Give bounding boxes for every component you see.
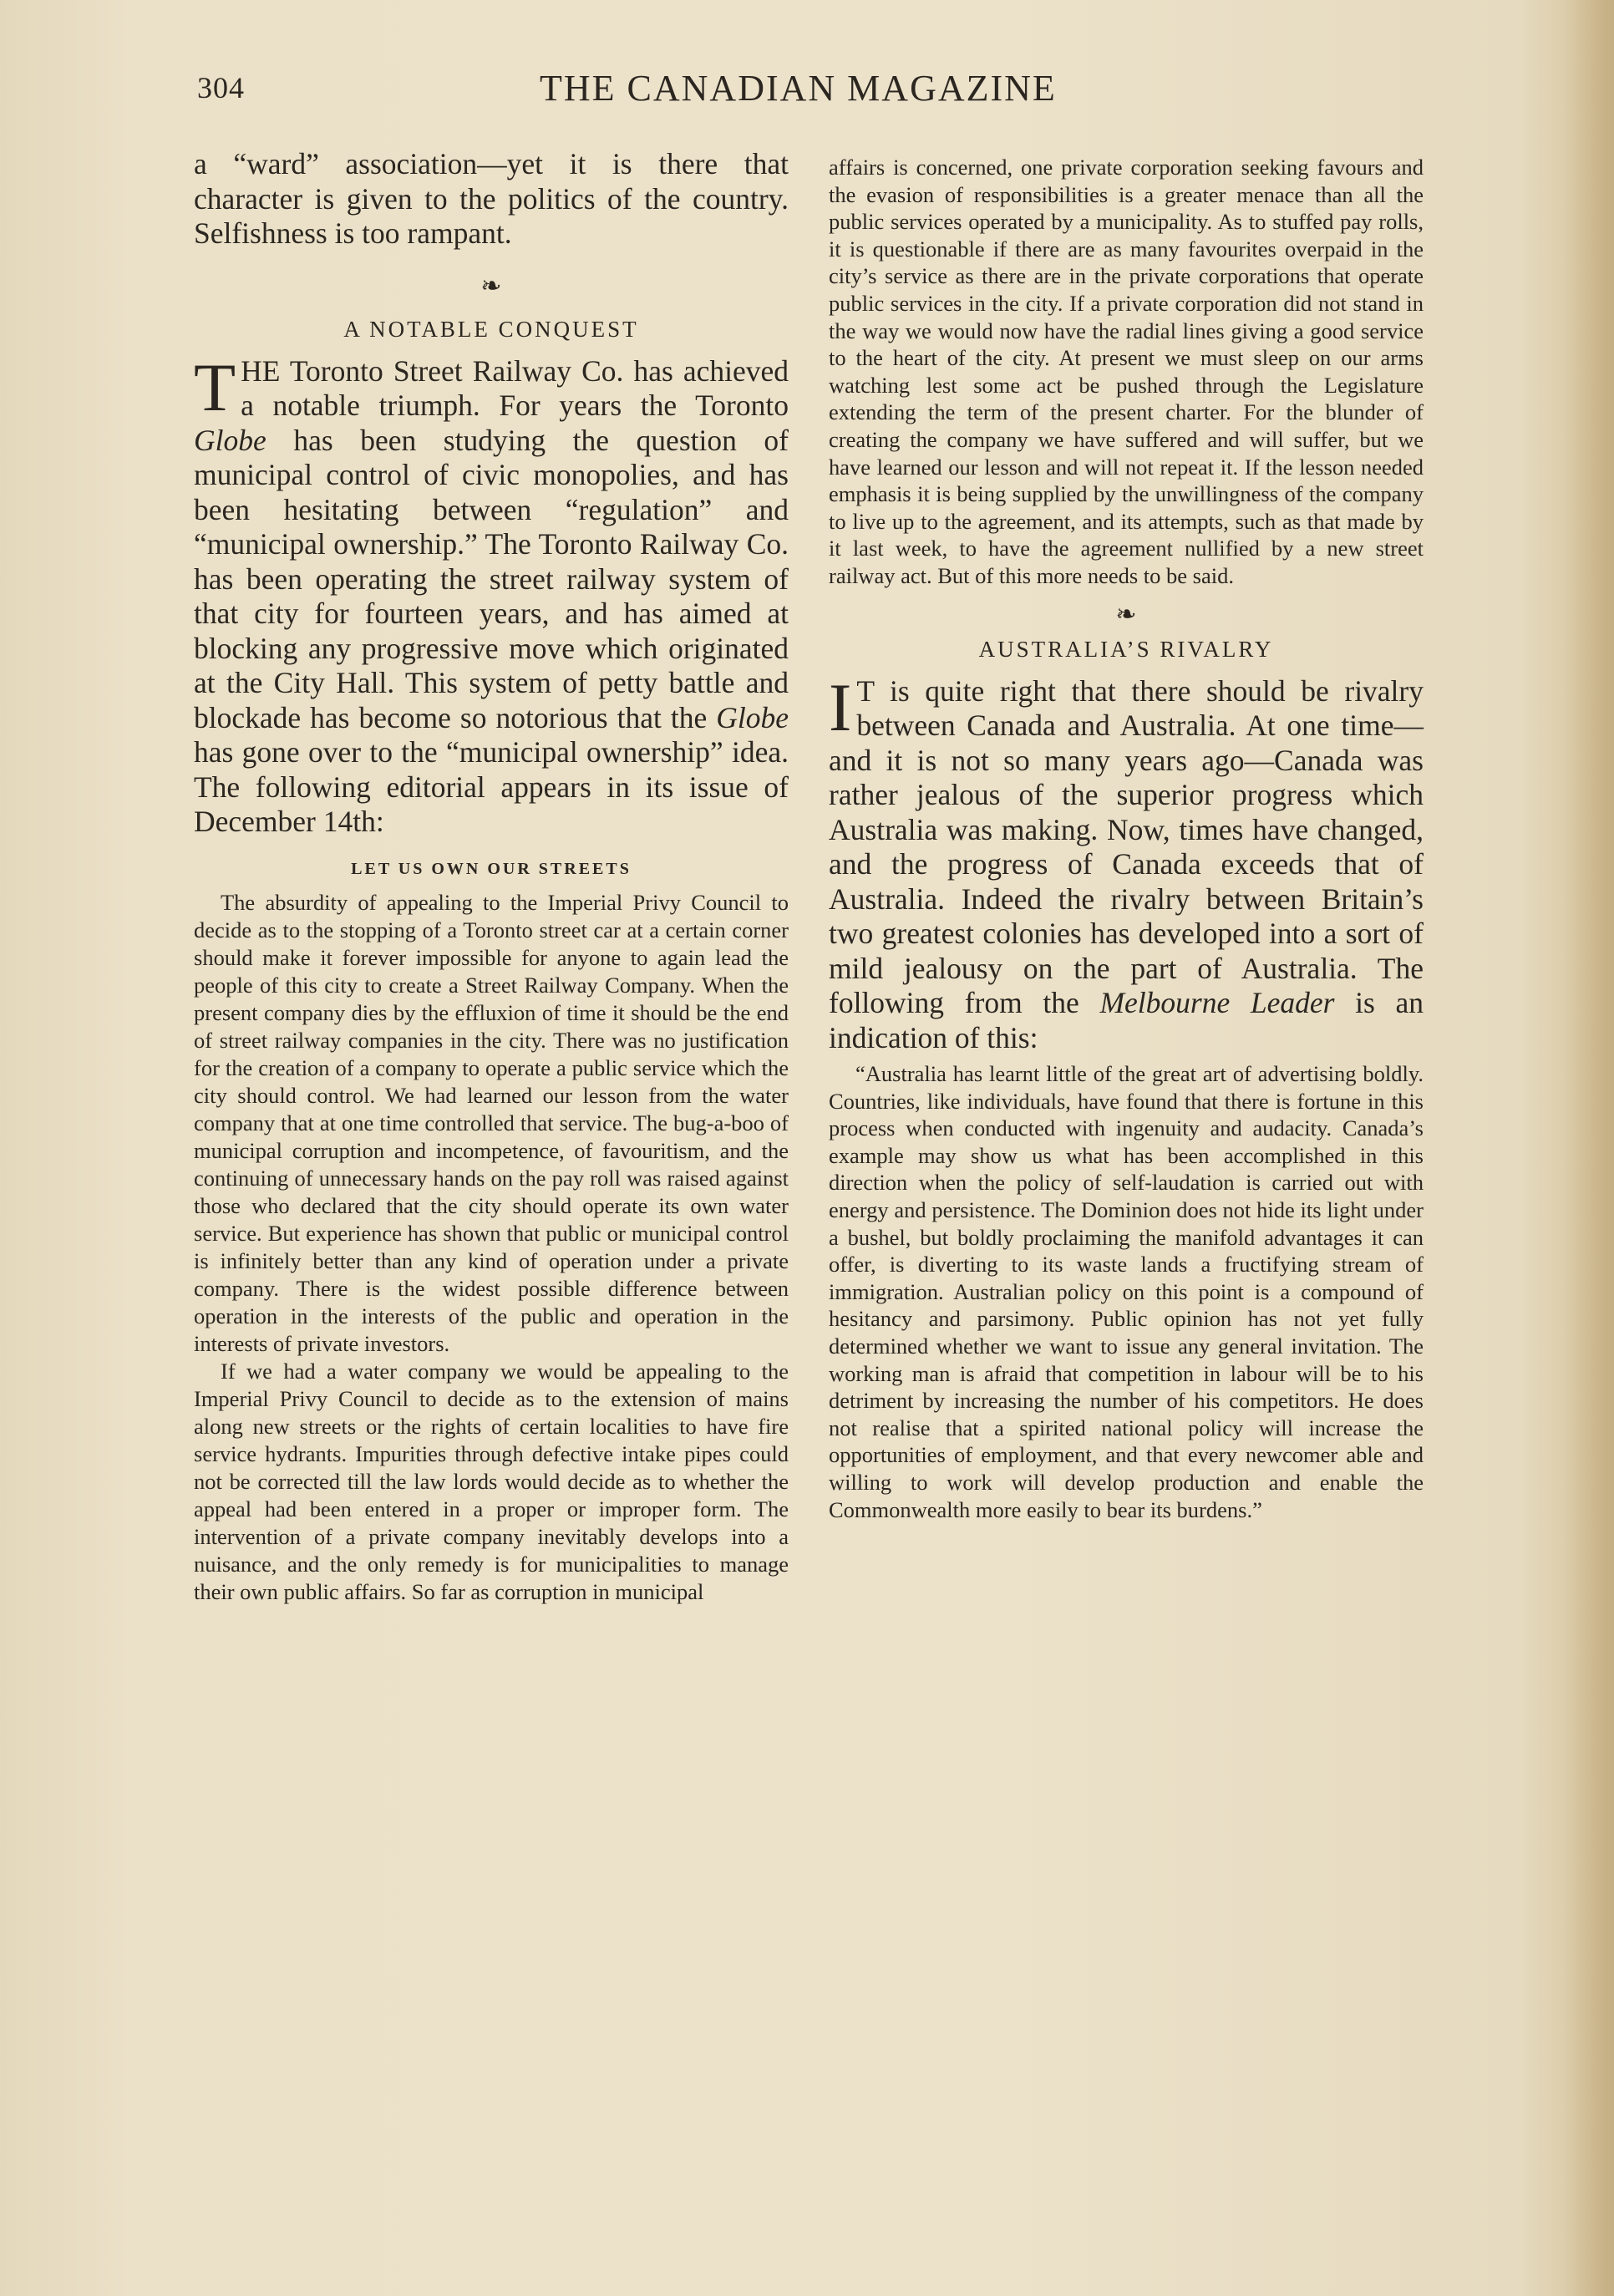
section-title-australias-rivalry: AUSTRALIA’S RIVALRY (978, 636, 1274, 662)
left-column (194, 147, 789, 1606)
australia-quote-paragraph: “Australia has learnt little of the great art of advertising boldly. Countries, like individuals, have found that there is fortune in this process when conducted with ingenuity and audacity. Canada’s example may show us what has been accomplished in this direction when the policy of self-laudation is carried out with energy and persistence. The Dominion does not hide its light under a bushel, but boldly proclaiming the manifold advantages it can offer, is diverting to its waste lands a fructifying stream of immigration. Australian policy on this point is a compound of hesitancy and parsimony. Public opinion has not yet fully determined whether we want to issue any general invitation. The working man is afraid that competition in labour will be to his detriment by increasing the number of his competitors. He does not realise that a spirited national policy will increase the opportunities of employment, and that every newcomer able and willing to work will develop production and enable the Commonwealth more easily to bear its burdens.” (829, 1061, 1424, 1522)
editorial-subhead: LET US OWN OUR STREETS (351, 859, 632, 878)
page-header (197, 67, 1081, 117)
ornament-icon: ❧ (480, 272, 502, 300)
running-title: THE CANADIAN MAGAZINE (540, 68, 1057, 109)
right-column (829, 154, 1424, 1523)
section-title-notable-conquest: A NOTABLE CONQUEST (343, 316, 639, 342)
drop-cap: T (194, 348, 236, 425)
ornament-icon: ❧ (1115, 600, 1137, 628)
intro-paragraph: a “ward” association—yet it is there that character is given to the politics of the country. Selfishness is too rampant. (194, 147, 789, 250)
notable-conquest-paragraph: THE Toronto Street Railway Co. has achieved a notable triumph. For years the Toronto Globe has been studying the question of municipal control of civic monopolies, and has been hesitating between “regulation” and “municipal ownership.” The Toronto Railway Co. has been operating the street railway system of that city for fourteen years, and has aimed at blocking any progressive move which originated at the City Hall. This system of petty battle and blockade has become so notorious that the Globe has gone over to the “municipal ownership” idea. The following editorial appears in its issue of December 14th: (194, 348, 789, 838)
page-number: 304 (197, 71, 245, 104)
editorial-continuation-paragraph: affairs is concerned, one private corporation seeking favours and the evasion of responsibilities is a greater menace than all the public services operated by a municipality. As to stuffed pay rolls, it is questionable if there are as many favourites overpaid in the city’s service as there are in the private corporations that operate public services in the city. If a private corporation did not stand in the way we would now have the radial lines giving a good service to the heart of the city. At present we must sleep on our arms watching lest some act be pushed through the Legislature extending the term of the present charter. For the blunder of creating the company we have suffered and will suffer, but we have learned our lesson and will not repeat it. If the lesson needed emphasis it is being supplied by the unwillingness of the company to live up to the agreement, and its attempts, such as that made by it last week, to have the agreement nullified by a new street railway act. But of this more needs to be said. (829, 155, 1424, 588)
australias-rivalry-paragraph: I T is quite right that there should be rivalry between Canada and Australia. At one time—and it is not so many years ago—Canada was rather jealous of the superior progress which Australia was making. Now, times have changed, and the progress of Canada exceeds that of Australia. Indeed the rivalry between Britain’s two greatest colonies has developed into a sort of mild jealousy on the part of Australia. The following from the Melbourne Leader is an indication of this: (829, 668, 1424, 1054)
page-edge-shadow (1564, 0, 1614, 2296)
editorial-quote-paragraph: If we had a water company we would be appealing to the Imperial Privy Council to decide as to the extension of mains along new streets or the rights of certain localities to have fire service hydrants. Impurities through defective intake pipes could not be corrected till the law lords would decide as to whether the appeal had been entered in a proper or improper form. The intervention of a private company inevitably develops into a nuisance, and the only remedy is for municipalities to manage their own public affairs. So far as corruption in municipal (194, 1358, 789, 1604)
publication-name: Globe (716, 700, 789, 734)
publication-name: Melbourne Leader (1099, 986, 1335, 1019)
editorial-quote-paragraph: The absurdity of appealing to the Imperial Privy Council to decide as to the stopping of a Toronto street car at a certain corner should make it forever impossible for anyone to again lead the people of this city to create a Street Railway Company. When the present company dies by the effluxion of time it should be the end of street railway companies in the city. There was no justification for the creation of a company to operate a public service which the city should control. We had learned our lesson from the water company that at one time controlled that service. The bug-a-boo of municipal corruption and incompetence, of favouritism, and the continuing of unnecessary hands on the pay roll was raised against those who declared that the city should operate its own water service. But experience has shown that public or municipal control is infinitely better than any kind of operation under a private company. There is the widest possible difference between operation in the interests of the public and operation in the interests of private investors. (194, 889, 789, 1356)
publication-name: Globe (194, 423, 266, 457)
drop-cap: I (829, 668, 852, 745)
